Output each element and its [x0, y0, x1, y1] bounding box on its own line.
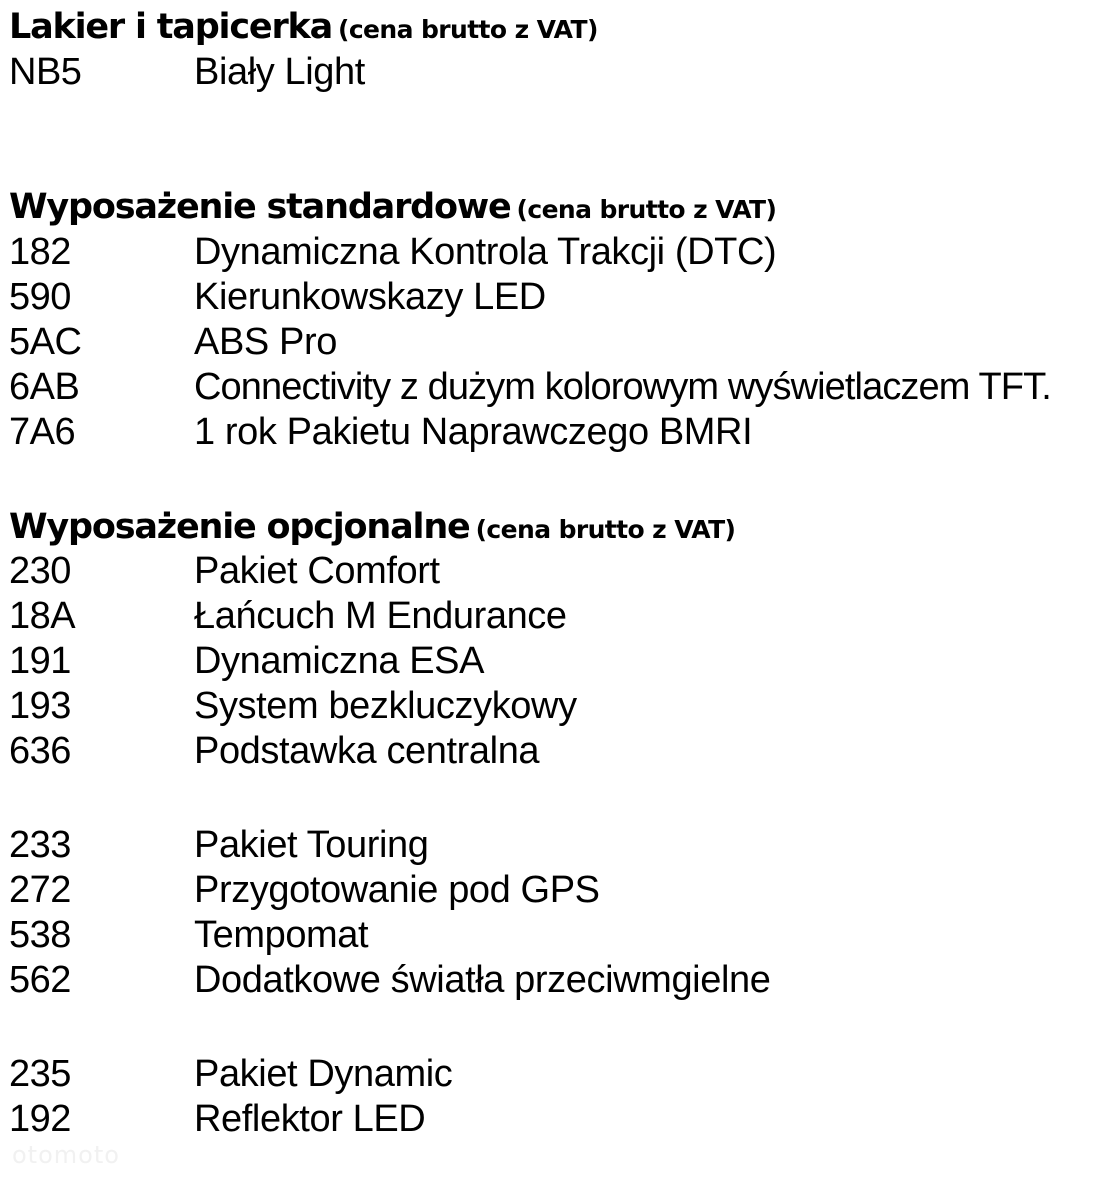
watermark: otomoto — [12, 1141, 120, 1169]
option-code: 7A6 — [9, 411, 76, 453]
option-description: Tempomat — [194, 914, 369, 956]
option-code: NB5 — [9, 51, 82, 93]
list-item — [0, 230, 1120, 275]
list-item — [0, 729, 1120, 774]
option-description: Dynamiczna ESA — [194, 640, 485, 682]
option-description: Kierunkowskazy LED — [194, 276, 546, 318]
section-heading-optional — [9, 507, 735, 550]
option-description: Pakiet Touring — [194, 824, 429, 866]
option-description: 1 rok Pakietu Naprawczego BMRI — [194, 411, 753, 453]
list-item — [0, 639, 1120, 684]
list-item — [0, 684, 1120, 729]
option-code: 235 — [9, 1053, 71, 1095]
list-item — [0, 275, 1120, 320]
list-item — [0, 365, 1120, 410]
list-item — [0, 50, 1120, 95]
option-code: 233 — [9, 824, 71, 866]
option-description: Łańcuch M Endurance — [194, 595, 567, 637]
list-item — [0, 549, 1120, 594]
list-item — [0, 594, 1120, 639]
section-heading-standard — [9, 187, 776, 230]
price-note: (cena brutto z VAT) — [475, 515, 736, 544]
option-code: 230 — [9, 550, 71, 592]
list-item — [0, 958, 1120, 1003]
option-code: 590 — [9, 276, 71, 318]
option-code: 18A — [9, 595, 76, 637]
section-title: Wyposażenie standardowe — [9, 187, 511, 227]
list-item — [0, 1097, 1120, 1142]
option-code: 562 — [9, 959, 71, 1001]
section-title: Lakier i tapicerka — [9, 7, 332, 47]
option-description: Reflektor LED — [194, 1098, 426, 1140]
price-note: (cena brutto z VAT) — [338, 15, 598, 44]
option-description: Biały Light — [194, 51, 365, 93]
option-description: Podstawka centralna — [194, 730, 540, 772]
list-item — [0, 1052, 1120, 1097]
option-code: 193 — [9, 685, 71, 727]
option-description: ABS Pro — [194, 321, 337, 363]
section-title: Wyposażenie opcjonalne — [9, 507, 470, 547]
option-code: 538 — [9, 914, 71, 956]
option-description: Przygotowanie pod GPS — [194, 869, 600, 911]
option-code: 192 — [9, 1098, 71, 1140]
option-description: Pakiet Dynamic — [194, 1053, 453, 1095]
list-item — [0, 320, 1120, 365]
option-description: Pakiet Comfort — [194, 550, 440, 592]
option-code: 182 — [9, 231, 71, 273]
section-heading-paint — [9, 7, 598, 50]
option-description: Dynamiczna Kontrola Trakcji (DTC) — [194, 231, 777, 273]
option-description: System bezkluczykowy — [194, 685, 577, 727]
list-item — [0, 913, 1120, 958]
option-description: Dodatkowe światła przeciwmgielne — [194, 959, 771, 1001]
option-code: 6AB — [9, 366, 80, 408]
option-code: 636 — [9, 730, 71, 772]
price-note: (cena brutto z VAT) — [516, 195, 777, 224]
list-item — [0, 410, 1120, 455]
option-code: 191 — [9, 640, 71, 682]
option-description: Connectivity z dużym kolorowym wyświetlaczem TFT. — [194, 366, 1051, 408]
option-code: 5AC — [9, 321, 82, 363]
list-item — [0, 823, 1120, 868]
list-item — [0, 868, 1120, 913]
option-code: 272 — [9, 869, 71, 911]
